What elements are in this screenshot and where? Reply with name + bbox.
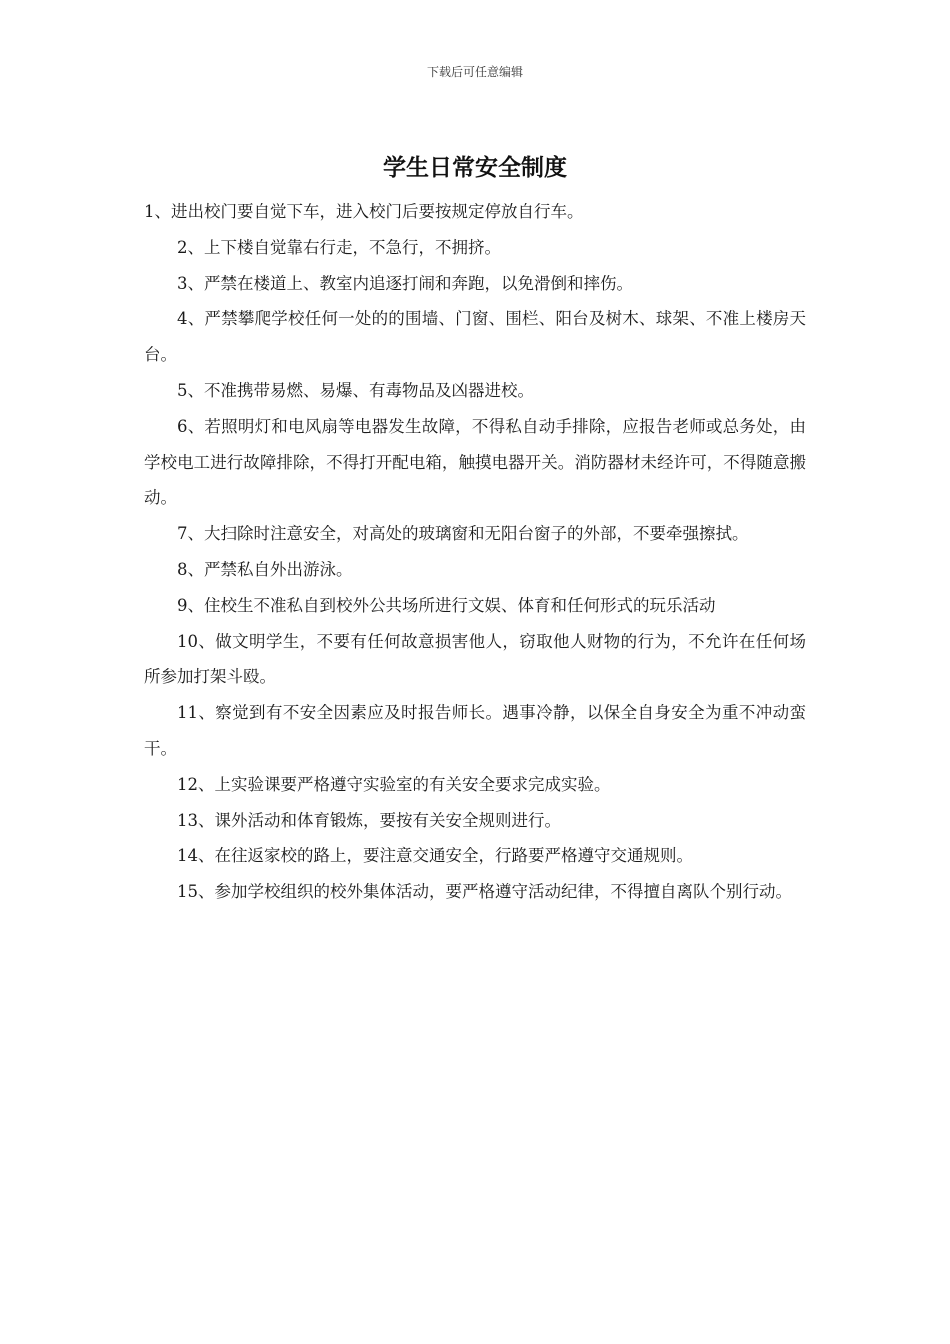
rule-item: 3、严禁在楼道上、教室内追逐打闹和奔跑，以免滑倒和摔伤。 [177, 273, 633, 293]
rule-item: 7、大扫除时注意安全，对高处的玻璃窗和无阳台窗子的外部，不要牵强擦拭。 [177, 524, 749, 544]
rule-item: 6、若照明灯和电风扇等电器发生故障，不得私自动手排除，应报告老师或总务处，由学校电工进行故障排除，不得打开配电箱，触摸电器开关。消防器材未经许可，不得随意搬动。 [144, 416, 806, 508]
document-title: 学生日常安全制度 [383, 154, 567, 181]
rule-item: 5、不准携带易燃、易爆、有毒物品及凶器进校。 [177, 380, 534, 400]
header-note: 下载后可任意编辑 [426, 65, 523, 79]
rules-list [144, 194, 806, 910]
rule-item: 12、上实验课要严格遵守实验室的有关安全要求完成实验。 [177, 774, 611, 794]
rule-item: 11、察觉到有不安全因素应及时报告师长。遇事冷静，以保全自身安全为重不冲动蛮干。 [144, 703, 806, 758]
rule-item: 9、住校生不准私自到校外公共场所进行文娱、体育和任何形式的玩乐活动 [177, 595, 716, 615]
rule-item: 4、严禁攀爬学校任何一处的的围墙、门窗、围栏、阳台及树木、球架、不准上楼房天台。 [144, 309, 806, 365]
rule-item: 10、做文明学生，不要有任何故意损害他人，窃取他人财物的行为，不允许在任何场所参加打架斗殴。 [144, 631, 806, 687]
rule-item: 14、在往返家校的路上，要注意交通安全，行路要严格遵守交通规则。 [177, 846, 693, 866]
rule-item: 2、上下楼自觉靠右行走，不急行，不拥挤。 [177, 237, 501, 257]
rule-item: 1、进出校门要自觉下车，进入校门后要按规定停放自行车。 [144, 202, 584, 221]
rule-item: 8、严禁私自外出游泳。 [177, 559, 353, 579]
rule-item: 15、参加学校组织的校外集体活动，要严格遵守活动纪律，不得擅自离队个别行动。 [177, 882, 792, 902]
rule-item: 13、课外活动和体育锻炼，要按有关安全规则进行。 [177, 810, 561, 830]
